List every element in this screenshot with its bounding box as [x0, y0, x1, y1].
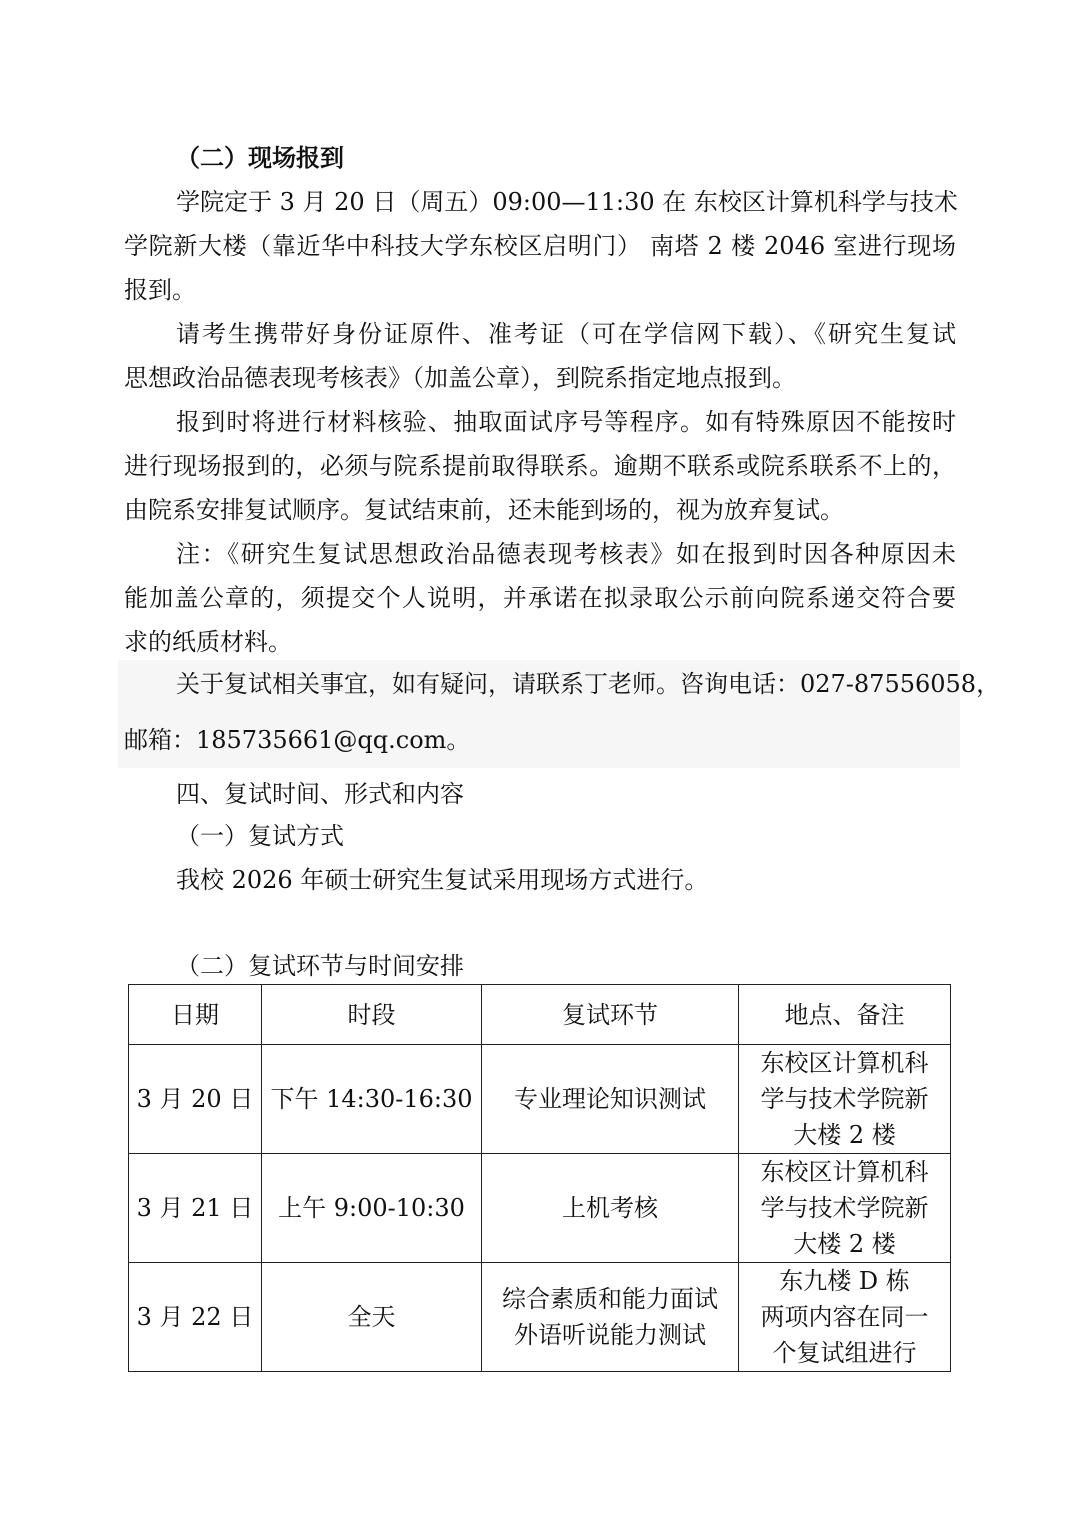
place-line: 东校区计算机科 [760, 1158, 929, 1186]
cell-stage [482, 1045, 739, 1154]
schedule-table [128, 984, 951, 1372]
stage-line: 综合素质和能力面试 [502, 1285, 718, 1313]
section-heading-onsite-report: （二）现场报到 [176, 143, 344, 172]
materials-paragraph-line-2: 思想政治品德表现考核表》（加盖公章），到院系指定地点报到。 [124, 364, 796, 392]
cell-time: 全天 [262, 1263, 482, 1372]
materials-paragraph-line-1: 请考生携带好身份证原件、准考证（可在学信网下载）、《研究生复试 [176, 320, 956, 348]
place-line: 东九楼 D 栋 [779, 1267, 910, 1295]
cell-date: 3 月 20 日 [129, 1045, 262, 1154]
note-paragraph-line-1: 注：《研究生复试思想政治品德表现考核表》如在报到时因各种原因未 [176, 540, 956, 568]
cell-time: 上午 9:00-10:30 [262, 1154, 482, 1263]
header-time: 时段 [262, 985, 482, 1045]
cell-place [739, 1045, 951, 1154]
verify-paragraph-line-3: 由院系安排复试顺序。复试结束前，还未能到场的，视为放弃复试。 [124, 496, 844, 524]
cell-stage [482, 1154, 739, 1263]
subsection-heading-schedule: （二）复试环节与时间安排 [176, 952, 464, 980]
table-header-row [129, 985, 951, 1045]
place-line: 两项内容在同一 [760, 1303, 929, 1331]
note-paragraph-line-2: 能加盖公章的，须提交个人说明，并承诺在拟录取公示前向院系递交符合要 [124, 584, 956, 612]
place-line: 学与技术学院新 [760, 1085, 929, 1113]
place-line: 东校区计算机科 [760, 1049, 929, 1077]
place-line: 个复试组进行 [772, 1339, 917, 1367]
stage-line: 专业理论知识测试 [514, 1085, 706, 1113]
cell-time: 下午 14:30-16:30 [262, 1045, 482, 1154]
note-paragraph-line-3: 求的纸质材料。 [124, 628, 292, 656]
place-line: 大楼 2 楼 [793, 1230, 896, 1258]
cell-date: 3 月 22 日 [129, 1263, 262, 1372]
table-row [129, 1154, 951, 1263]
method-text: 我校 2026 年硕士研究生复试采用现场方式进行。 [176, 866, 709, 894]
header-date: 日期 [129, 985, 262, 1045]
subsection-heading-method: （一）复试方式 [176, 822, 344, 850]
report-paragraph-line-1: 学院定于 3 月 20 日（周五）09:00—11:30 在 东校区计算机科学与技术 [176, 188, 958, 216]
contact-paragraph-line-1: 关于复试相关事宜，如有疑问，请联系丁老师。咨询电话：027-87556058， [176, 670, 1001, 698]
header-stage: 复试环节 [482, 985, 739, 1045]
cell-place [739, 1263, 951, 1372]
table-row [129, 1045, 951, 1154]
place-line: 大楼 2 楼 [793, 1121, 896, 1149]
cell-place [739, 1154, 951, 1263]
verify-paragraph-line-2: 进行现场报到的，必须与院系提前取得联系。逾期不联系或院系联系不上的， [124, 452, 956, 480]
stage-line: 外语听说能力测试 [514, 1321, 706, 1349]
verify-paragraph-line-1: 报到时将进行材料核验、抽取面试序号等程序。如有特殊原因不能按时 [176, 408, 956, 436]
contact-paragraph-line-2: 邮箱：185735661@qq.com。 [124, 726, 471, 754]
section-heading-four: 四、复试时间、形式和内容 [176, 780, 464, 808]
stage-line: 上机考核 [562, 1194, 658, 1222]
table-row [129, 1263, 951, 1372]
place-line: 学与技术学院新 [760, 1194, 929, 1222]
cell-stage [482, 1263, 739, 1372]
header-place: 地点、备注 [739, 985, 951, 1045]
report-paragraph-line-3: 报到。 [124, 276, 196, 304]
report-paragraph-line-2: 学院新大楼（靠近华中科技大学东校区启明门） 南塔 2 楼 2046 室进行现场 [124, 232, 956, 260]
cell-date: 3 月 21 日 [129, 1154, 262, 1263]
